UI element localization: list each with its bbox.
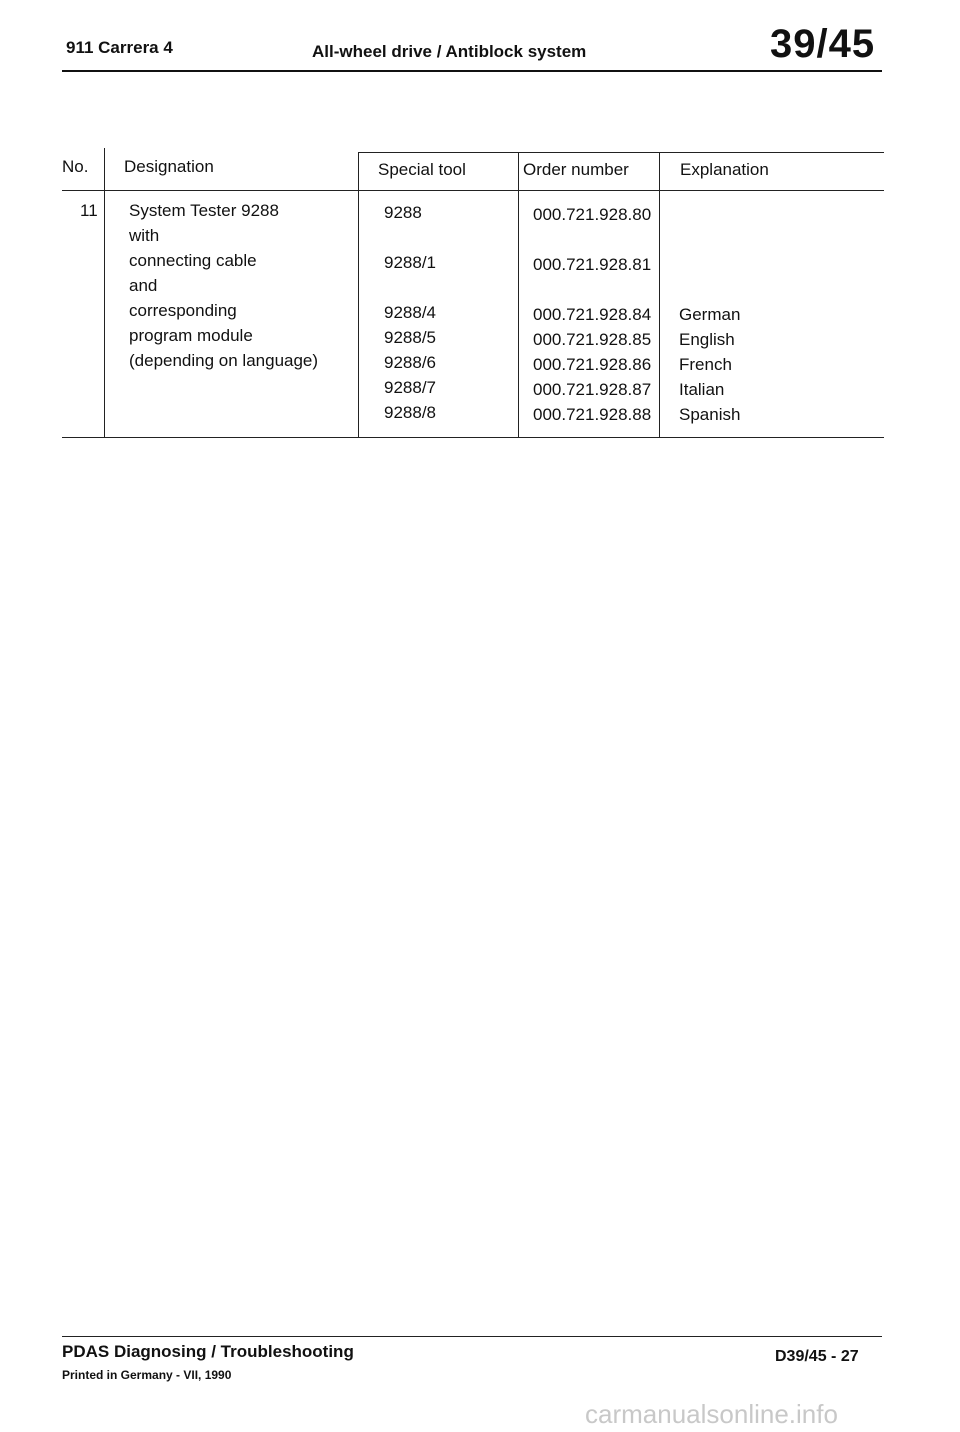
footer-section-title: PDAS Diagnosing / Troubleshooting	[62, 1342, 354, 1361]
column-header-no: No.	[62, 157, 89, 176]
column-divider	[518, 152, 519, 438]
special-tool: 9288	[384, 203, 422, 222]
footer-rule	[62, 1336, 882, 1337]
order-number: 000.721.928.84	[533, 305, 652, 324]
special-tool: 9288/5	[384, 328, 436, 347]
explanation: Spanish	[679, 405, 741, 424]
column-header-explanation: Explanation	[680, 160, 769, 179]
special-tool: 9288/1	[384, 253, 436, 272]
special-tool: 9288/7	[384, 378, 436, 397]
watermark: carmanualsonline.info	[585, 1399, 838, 1429]
row-number: 11	[80, 201, 98, 220]
special-tool: 9288/6	[384, 353, 436, 372]
column-header-special-tool: Special tool	[378, 160, 466, 179]
header-rule	[62, 70, 882, 72]
designation-line: connecting cable	[129, 251, 257, 270]
column-header-designation: Designation	[124, 157, 214, 176]
explanation: French	[679, 355, 732, 374]
footer-page-number: D39/45 - 27	[775, 1348, 859, 1365]
header-group-number: 39/45	[770, 22, 876, 66]
special-tool: 9288/8	[384, 403, 436, 422]
order-number: 000.721.928.80	[533, 205, 652, 224]
designation-line: and	[129, 276, 158, 295]
designation-line: System Tester 9288	[129, 201, 279, 220]
column-header-order-number: Order number	[523, 160, 629, 179]
column-divider	[659, 152, 660, 438]
designation-line: with	[129, 226, 160, 245]
designation-line: (depending on language)	[129, 351, 319, 370]
footer-printed-note: Printed in Germany - VII, 1990	[62, 1368, 232, 1382]
explanation: English	[679, 330, 735, 349]
table-header-rule	[62, 190, 884, 191]
explanation: Italian	[679, 380, 725, 399]
table-bottom-rule	[62, 437, 884, 438]
order-number: 000.721.928.85	[533, 330, 652, 349]
header-title: All-wheel drive / Antiblock system	[312, 42, 587, 61]
order-number: 000.721.928.86	[533, 355, 652, 374]
designation-line: corresponding	[129, 301, 237, 320]
column-divider	[104, 148, 105, 438]
designation-line: program module	[129, 326, 253, 345]
table-top-rule	[358, 152, 884, 153]
header-model: 911 Carrera 4	[66, 38, 173, 57]
explanation: German	[679, 305, 741, 324]
order-number: 000.721.928.87	[533, 380, 652, 399]
order-number: 000.721.928.88	[533, 405, 652, 424]
special-tools-table	[62, 148, 884, 438]
column-divider	[358, 152, 359, 438]
special-tool: 9288/4	[384, 303, 436, 322]
order-number: 000.721.928.81	[533, 255, 652, 274]
